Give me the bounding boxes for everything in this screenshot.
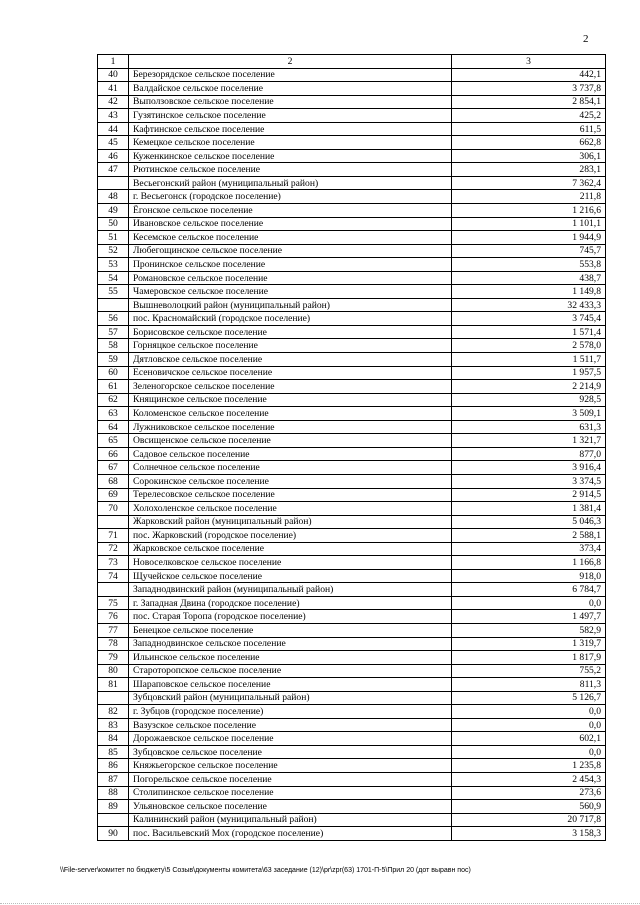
row-number: 64 <box>98 420 129 434</box>
table-row <box>98 732 606 746</box>
table-row <box>98 542 606 556</box>
table-row <box>98 800 606 814</box>
row-name: Пронинское сельское поселение <box>129 258 452 272</box>
row-number: 57 <box>98 325 129 339</box>
row-number: 63 <box>98 407 129 421</box>
row-name: Западнодвинский район (муниципальный район) <box>129 583 452 597</box>
table-row <box>98 339 606 353</box>
row-name: Весьегонский район (муниципальный район) <box>129 176 452 190</box>
row-number: 51 <box>98 231 129 245</box>
file-path-footer: \\File-server\комитет по бюджету\5 Созыв\документы комитета\63 заседание (12)\pr\zpr(63) 1701-П-5\Прил 20 (дот выравн пос) <box>60 867 471 874</box>
table-row <box>98 217 606 231</box>
row-name: Садовое сельское поселение <box>129 447 452 461</box>
row-name: Терелесовское сельское поселение <box>129 488 452 502</box>
row-name: Дорожаевское сельское поселение <box>129 732 452 746</box>
row-number: 48 <box>98 190 129 204</box>
row-value: 3 737,8 <box>452 82 606 96</box>
table-row <box>98 434 606 448</box>
table-row <box>98 596 606 610</box>
table-row <box>98 353 606 367</box>
row-name: Кесемское сельское поселение <box>129 231 452 245</box>
row-value: 3 374,5 <box>452 474 606 488</box>
table-row <box>98 109 606 123</box>
row-number: 75 <box>98 596 129 610</box>
row-value: 1 497,7 <box>452 610 606 624</box>
table-header-row <box>98 55 606 69</box>
row-name: Куженкинское сельское поселение <box>129 149 452 163</box>
row-number: 53 <box>98 258 129 272</box>
row-number: 85 <box>98 745 129 759</box>
row-value: 662,8 <box>452 136 606 150</box>
row-number <box>98 176 129 190</box>
row-value: 3 509,1 <box>452 407 606 421</box>
row-number: 84 <box>98 732 129 746</box>
row-name: Лужниковское сельское поселение <box>129 420 452 434</box>
row-number <box>98 583 129 597</box>
row-name: Щучейское сельское поселение <box>129 569 452 583</box>
table-row <box>98 163 606 177</box>
row-number: 45 <box>98 136 129 150</box>
row-value: 1 957,5 <box>452 366 606 380</box>
row-name: Вышневолоцкий район (муниципальный район) <box>129 298 452 312</box>
row-value: 611,5 <box>452 122 606 136</box>
table-row <box>98 190 606 204</box>
row-value: 425,2 <box>452 109 606 123</box>
table-row <box>98 366 606 380</box>
table-row <box>98 231 606 245</box>
row-number: 87 <box>98 772 129 786</box>
row-value: 2 914,5 <box>452 488 606 502</box>
table-row <box>98 312 606 326</box>
row-number: 54 <box>98 271 129 285</box>
table-row <box>98 136 606 150</box>
row-name: Жарковское сельское поселение <box>129 542 452 556</box>
row-value: 877,0 <box>452 447 606 461</box>
row-name: Дятловское сельское поселение <box>129 353 452 367</box>
table-row <box>98 447 606 461</box>
header-col-3: 3 <box>452 55 606 69</box>
row-number: 60 <box>98 366 129 380</box>
row-number: 40 <box>98 68 129 82</box>
table-row <box>98 95 606 109</box>
row-number: 41 <box>98 82 129 96</box>
row-value: 553,8 <box>452 258 606 272</box>
subsidy-table <box>97 54 606 841</box>
row-number: 56 <box>98 312 129 326</box>
row-number: 59 <box>98 353 129 367</box>
row-number: 82 <box>98 705 129 719</box>
row-name: Погорельское сельское поселение <box>129 772 452 786</box>
row-value: 2 454,3 <box>452 772 606 786</box>
row-number: 62 <box>98 393 129 407</box>
row-value: 1 944,9 <box>452 231 606 245</box>
row-name: г. Весьегонск (городское поселение) <box>129 190 452 204</box>
row-name: Ёгонское сельское поселение <box>129 204 452 218</box>
row-name: Коломенское сельское поселение <box>129 407 452 421</box>
row-name: Шараповское сельское поселение <box>129 678 452 692</box>
row-number: 58 <box>98 339 129 353</box>
row-value: 211,8 <box>452 190 606 204</box>
row-name: Березорядское сельское поселение <box>129 68 452 82</box>
row-name: пос. Красномайский (городское поселение) <box>129 312 452 326</box>
table-row <box>98 772 606 786</box>
table-row <box>98 678 606 692</box>
row-number: 90 <box>98 827 129 841</box>
table-row <box>98 204 606 218</box>
table-row <box>98 569 606 583</box>
table-row <box>98 515 606 529</box>
row-number: 61 <box>98 380 129 394</box>
row-value: 1 166,8 <box>452 556 606 570</box>
table-row <box>98 664 606 678</box>
row-name: Выползовское сельское поселение <box>129 95 452 109</box>
row-name: Рютинское сельское поселение <box>129 163 452 177</box>
row-value: 928,5 <box>452 393 606 407</box>
table-row <box>98 502 606 516</box>
row-number <box>98 691 129 705</box>
row-name: Любегощинское сельское поселение <box>129 244 452 258</box>
row-value: 1 319,7 <box>452 637 606 651</box>
row-value: 811,3 <box>452 678 606 692</box>
row-value: 373,4 <box>452 542 606 556</box>
table-row <box>98 745 606 759</box>
row-name: Есеновичское сельское поселение <box>129 366 452 380</box>
row-name: Зубцовский район (муниципальный район) <box>129 691 452 705</box>
row-name: Горняцкое сельское поселение <box>129 339 452 353</box>
row-name: Романовское сельское поселение <box>129 271 452 285</box>
row-name: Зеленогорское сельское поселение <box>129 380 452 394</box>
row-number: 89 <box>98 800 129 814</box>
row-value: 1 101,1 <box>452 217 606 231</box>
row-name: Ульяновское сельское поселение <box>129 800 452 814</box>
table-row <box>98 488 606 502</box>
table-row <box>98 298 606 312</box>
row-name: пос. Старая Торопа (городское поселение) <box>129 610 452 624</box>
row-value: 0,0 <box>452 745 606 759</box>
row-value: 1 216,6 <box>452 204 606 218</box>
table-row <box>98 285 606 299</box>
row-value: 283,1 <box>452 163 606 177</box>
row-name: Борисовское сельское поселение <box>129 325 452 339</box>
row-number <box>98 515 129 529</box>
row-name: Западнодвинское сельское поселение <box>129 637 452 651</box>
row-number: 50 <box>98 217 129 231</box>
row-number: 88 <box>98 786 129 800</box>
row-number: 43 <box>98 109 129 123</box>
row-value: 3 916,4 <box>452 461 606 475</box>
table-row <box>98 691 606 705</box>
row-name: Ильинское сельское поселение <box>129 651 452 665</box>
row-value: 631,3 <box>452 420 606 434</box>
row-value: 560,9 <box>452 800 606 814</box>
row-name: Калининский район (муниципальный район) <box>129 813 452 827</box>
row-name: Овсищенское сельское поселение <box>129 434 452 448</box>
row-value: 32 433,3 <box>452 298 606 312</box>
row-value: 745,7 <box>452 244 606 258</box>
row-name: Солнечное сельское поселение <box>129 461 452 475</box>
row-value: 2 214,9 <box>452 380 606 394</box>
row-value: 20 717,8 <box>452 813 606 827</box>
header-col-1: 1 <box>98 55 129 69</box>
row-number: 72 <box>98 542 129 556</box>
row-value: 2 854,1 <box>452 95 606 109</box>
table-row <box>98 461 606 475</box>
table-row <box>98 407 606 421</box>
table-row <box>98 583 606 597</box>
row-value: 5 046,3 <box>452 515 606 529</box>
row-value: 306,1 <box>452 149 606 163</box>
row-value: 1 321,7 <box>452 434 606 448</box>
table-row <box>98 393 606 407</box>
row-number: 55 <box>98 285 129 299</box>
row-name: г. Зубцов (городское поселение) <box>129 705 452 719</box>
row-name: Новоселковское сельское поселение <box>129 556 452 570</box>
row-number: 78 <box>98 637 129 651</box>
row-value: 755,2 <box>452 664 606 678</box>
row-name: Зубцовское сельское поселение <box>129 745 452 759</box>
row-name: Столипинское сельское поселение <box>129 786 452 800</box>
row-number: 42 <box>98 95 129 109</box>
row-number: 46 <box>98 149 129 163</box>
table-row <box>98 827 606 841</box>
row-number: 73 <box>98 556 129 570</box>
table-row <box>98 258 606 272</box>
table-row <box>98 529 606 543</box>
table-row <box>98 149 606 163</box>
row-number: 79 <box>98 651 129 665</box>
row-value: 2 578,0 <box>452 339 606 353</box>
row-name: Староторопское сельское поселение <box>129 664 452 678</box>
row-value: 3 745,4 <box>452 312 606 326</box>
row-number: 69 <box>98 488 129 502</box>
row-name: Чамеровское сельское поселение <box>129 285 452 299</box>
row-value: 0,0 <box>452 718 606 732</box>
row-name: Княщинское сельское поселение <box>129 393 452 407</box>
row-number: 44 <box>98 122 129 136</box>
row-value: 438,7 <box>452 271 606 285</box>
table-row <box>98 718 606 732</box>
table-row <box>98 325 606 339</box>
row-number: 71 <box>98 529 129 543</box>
table-row <box>98 556 606 570</box>
row-number: 67 <box>98 461 129 475</box>
header-col-2: 2 <box>129 55 452 69</box>
table-row <box>98 610 606 624</box>
row-value: 442,1 <box>452 68 606 82</box>
table-row <box>98 176 606 190</box>
row-number <box>98 298 129 312</box>
table-row <box>98 271 606 285</box>
row-value: 1 149,8 <box>452 285 606 299</box>
row-number: 70 <box>98 502 129 516</box>
row-number: 76 <box>98 610 129 624</box>
row-number: 68 <box>98 474 129 488</box>
row-value: 0,0 <box>452 705 606 719</box>
row-value: 0,0 <box>452 596 606 610</box>
table-row <box>98 380 606 394</box>
row-name: Валдайское сельское поселение <box>129 82 452 96</box>
row-value: 5 126,7 <box>452 691 606 705</box>
table-row <box>98 420 606 434</box>
table-row <box>98 651 606 665</box>
row-value: 273,6 <box>452 786 606 800</box>
row-name: г. Западная Двина (городское поселение) <box>129 596 452 610</box>
row-number: 47 <box>98 163 129 177</box>
row-number <box>98 813 129 827</box>
row-value: 1 817,9 <box>452 651 606 665</box>
row-name: Кемецкое сельское поселение <box>129 136 452 150</box>
row-number: 81 <box>98 678 129 692</box>
table-row <box>98 813 606 827</box>
row-value: 918,0 <box>452 569 606 583</box>
page-number: 2 <box>583 33 589 45</box>
row-number: 83 <box>98 718 129 732</box>
row-number: 77 <box>98 623 129 637</box>
row-name: пос. Жарковский (городское поселение) <box>129 529 452 543</box>
table-row <box>98 82 606 96</box>
table-row <box>98 68 606 82</box>
table-row <box>98 474 606 488</box>
row-value: 6 784,7 <box>452 583 606 597</box>
row-value: 1 381,4 <box>452 502 606 516</box>
row-value: 7 362,4 <box>452 176 606 190</box>
row-number: 86 <box>98 759 129 773</box>
row-name: Ивановское сельское поселение <box>129 217 452 231</box>
row-value: 602,1 <box>452 732 606 746</box>
row-value: 1 235,8 <box>452 759 606 773</box>
row-value: 3 158,3 <box>452 827 606 841</box>
row-name: Жарковский район (муниципальный район) <box>129 515 452 529</box>
row-value: 582,9 <box>452 623 606 637</box>
row-value: 1 571,4 <box>452 325 606 339</box>
row-name: Кафтинское сельское поселение <box>129 122 452 136</box>
row-name: Сорокинское сельское поселение <box>129 474 452 488</box>
row-number: 80 <box>98 664 129 678</box>
row-value: 1 511,7 <box>452 353 606 367</box>
table-row <box>98 122 606 136</box>
table-row <box>98 705 606 719</box>
table-row <box>98 786 606 800</box>
row-number: 74 <box>98 569 129 583</box>
row-number: 66 <box>98 447 129 461</box>
row-name: пос. Васильевский Мох (городское поселение) <box>129 827 452 841</box>
row-name: Холохоленское сельское поселение <box>129 502 452 516</box>
row-number: 49 <box>98 204 129 218</box>
row-name: Княжьегорское сельское поселение <box>129 759 452 773</box>
table-row <box>98 623 606 637</box>
table-row <box>98 637 606 651</box>
table-row <box>98 244 606 258</box>
row-name: Вазузское сельское поселение <box>129 718 452 732</box>
row-number: 52 <box>98 244 129 258</box>
row-value: 2 588,1 <box>452 529 606 543</box>
table-row <box>98 759 606 773</box>
row-name: Бенецкое сельское поселение <box>129 623 452 637</box>
row-name: Гузятинское сельское поселение <box>129 109 452 123</box>
row-number: 65 <box>98 434 129 448</box>
